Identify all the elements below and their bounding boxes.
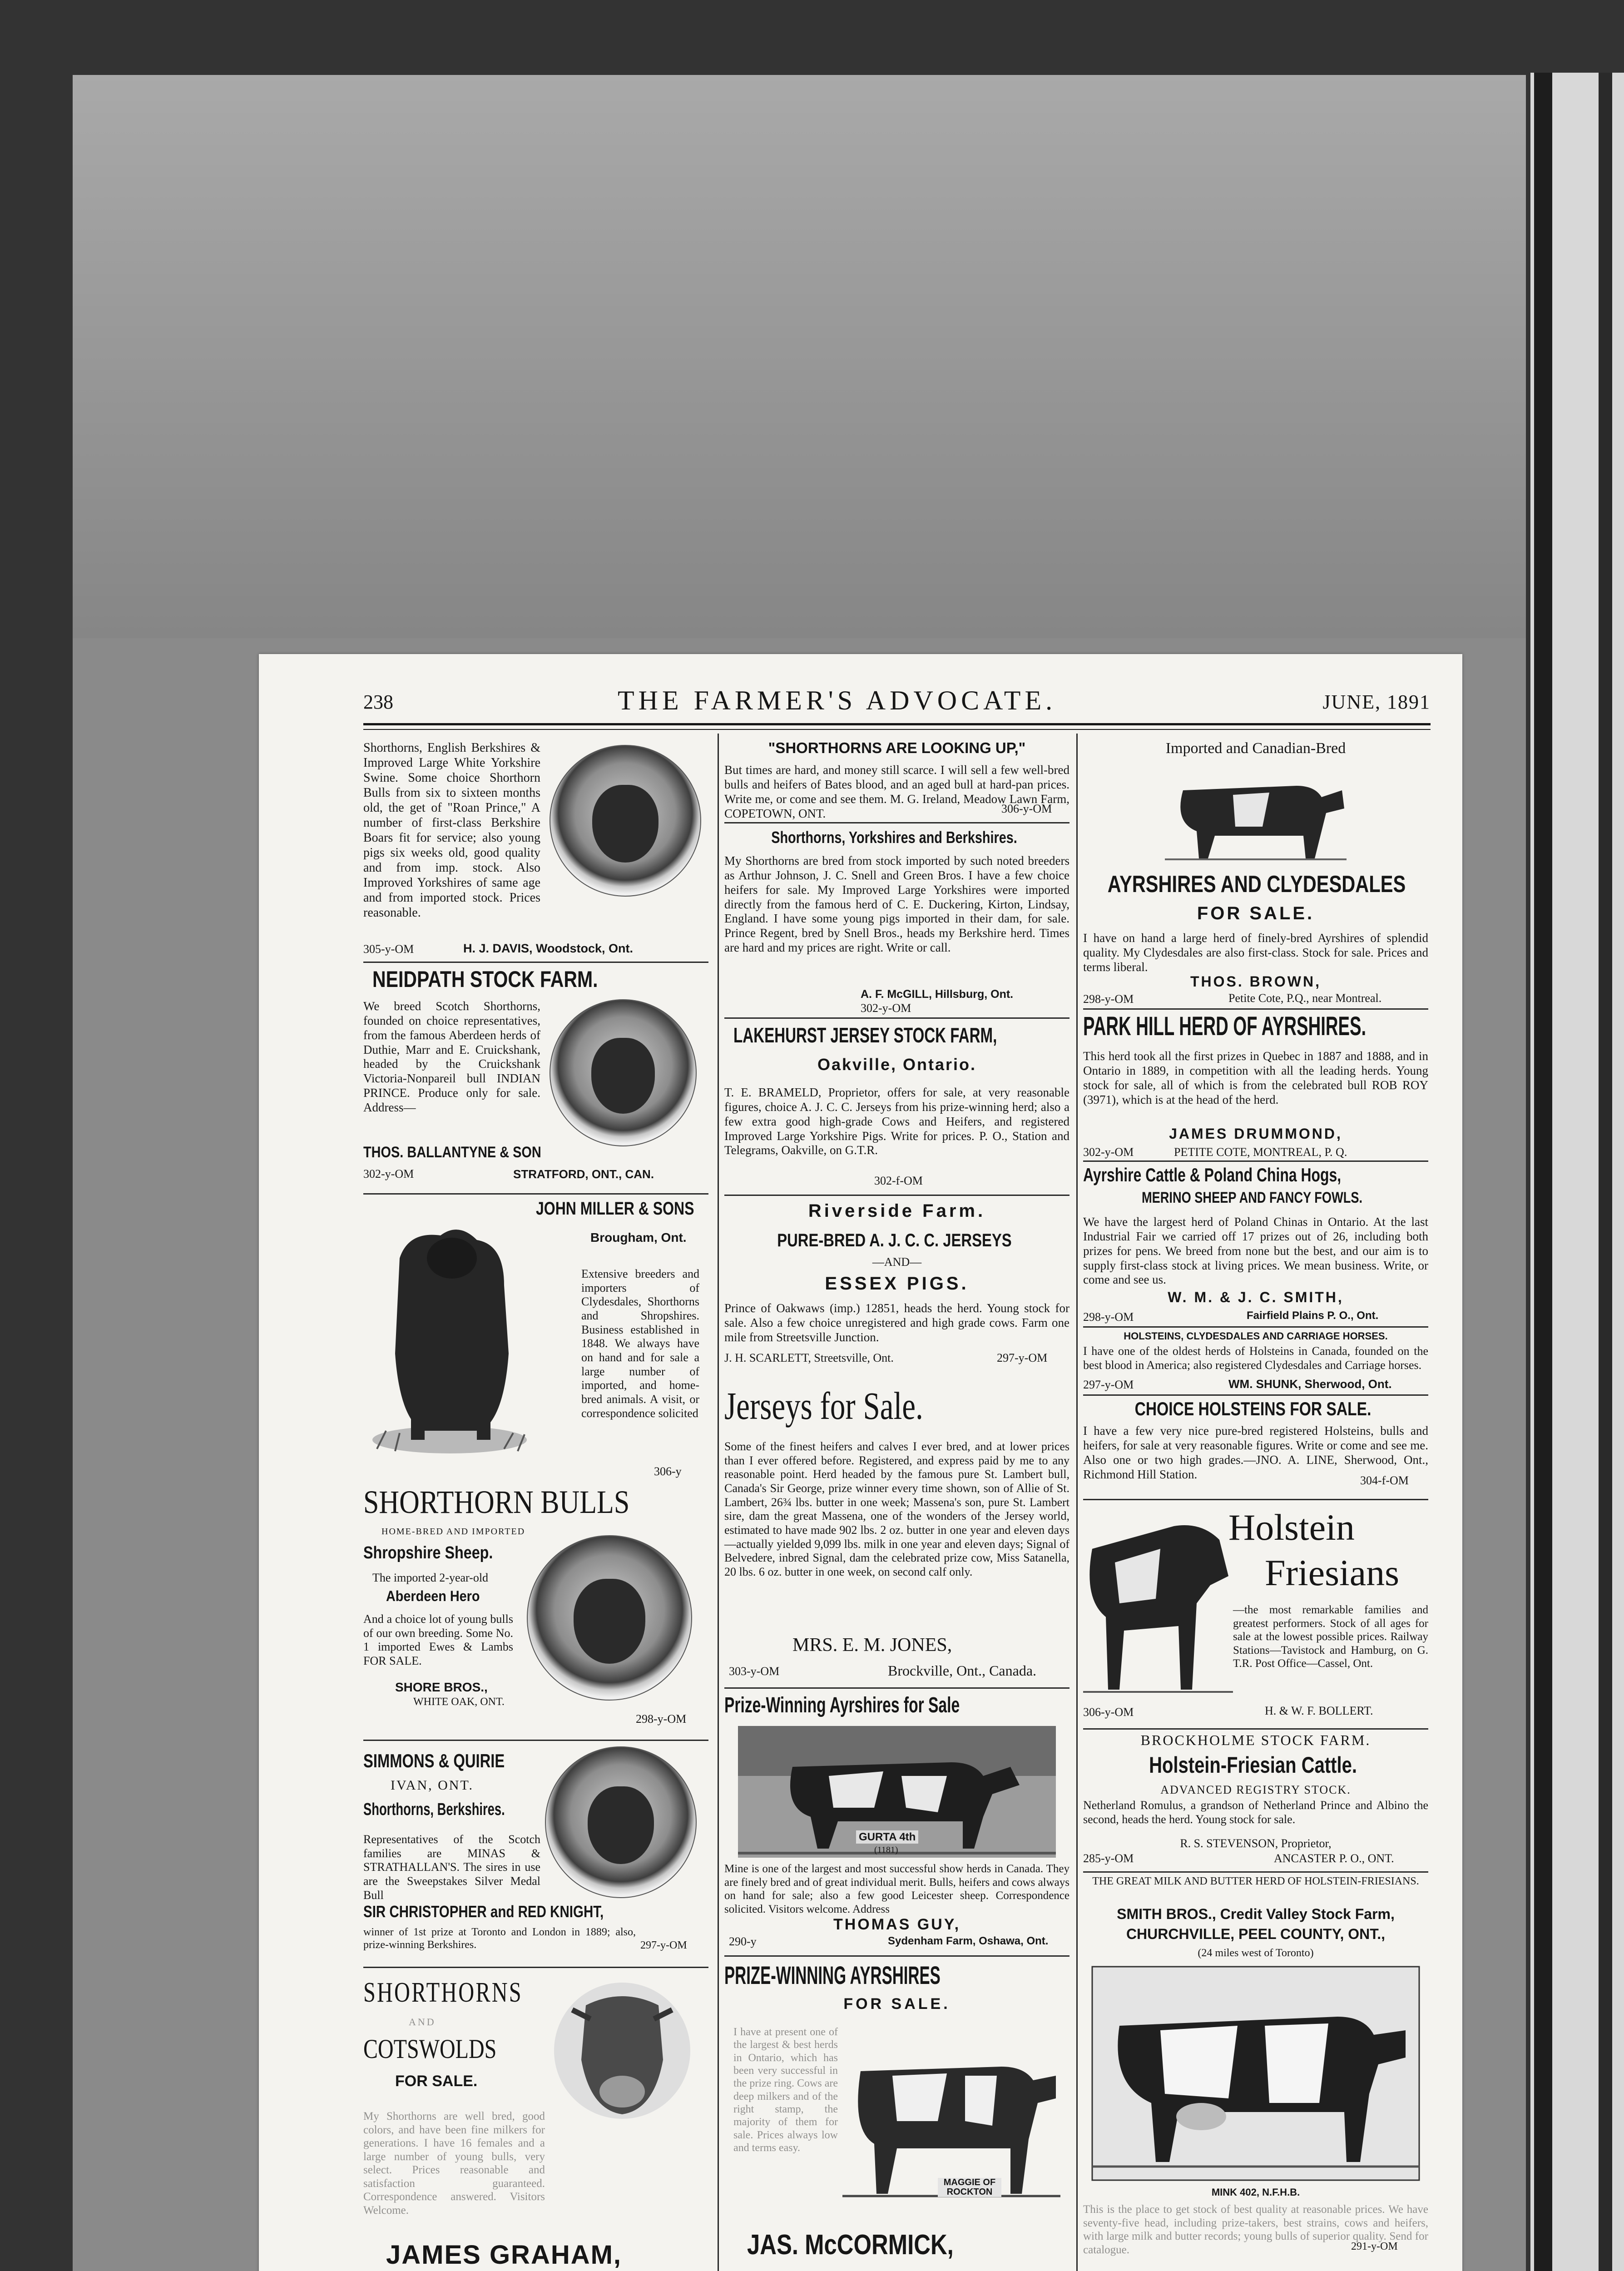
ad-smith	[1083, 1165, 1428, 1342]
ad-graham	[363, 1973, 708, 2271]
ad-lakehurst	[724, 1024, 1069, 1192]
ad-code: 304-f-OM	[1360, 1474, 1409, 1487]
page-header	[363, 681, 1431, 722]
ad-place: Sydenham Farm, Oshawa, Ont.	[888, 1935, 1049, 1947]
ad-guy	[724, 1694, 1069, 1949]
ad-line: PURE-BRED A. J. C. C. JERSEYS	[777, 1230, 1012, 1250]
ad-topline: Imported and Canadian-Bred	[1165, 740, 1346, 757]
ad-smith-bros	[1083, 1876, 1428, 2271]
ad-neidpath	[363, 967, 708, 1190]
column-2	[724, 740, 1069, 2271]
ad-code: 297-y-OM	[640, 1939, 687, 1951]
ad-body: T. E. BRAMELD, Proprietor, offers for sale, at very reasonable figures, choice A. J. C. C. Jerseys from his prize-winning herd; also a few extra good high-grade Cows and Heifers, and registered Improved Large Yorkshire Pigs. Write for prices. P. O., Station and Telegrams, Oakville, on G.T.R.	[724, 1086, 1069, 1157]
ad-line: Aberdeen Hero	[386, 1588, 480, 1604]
ad-signature: H. J. DAVIS, Woodstock, Ont.	[463, 942, 634, 955]
ad-signature: SHORE BROS.,	[395, 1680, 488, 1694]
ad-place: Brockville, Ont., Canada.	[888, 1662, 1037, 1679]
column-divider	[718, 734, 719, 2271]
ad-code: 306-y-OM	[1083, 1706, 1134, 1719]
ad-title: PRIZE-WINNING AYRSHIRES	[724, 1961, 941, 1989]
ad-subtitle: (24 miles west of Toronto)	[1198, 1947, 1314, 1959]
ad-shore	[363, 1485, 708, 1740]
ad-title: Riverside Farm.	[808, 1201, 986, 1221]
ad-divider	[363, 1967, 708, 1968]
ad-title: NEIDPATH STOCK FARM.	[372, 967, 598, 992]
ad-code: 302-y-OM	[363, 1167, 414, 1180]
cow-illustration-icon	[1083, 1508, 1233, 1703]
ad-title: COTSWOLDS	[363, 2034, 497, 2064]
ad-signature: JAMES GRAHAM,	[386, 2240, 622, 2270]
ad-body: And a choice lot of young bulls of our own breeding. Some No. 1 imported Ewes & Lambs FOR SALE.	[363, 1612, 513, 1668]
ad-shunk	[1083, 1331, 1428, 1403]
ad-body: I have on hand a large herd of finely-bred Ayrshires of splendid quality. My Clydesdales are also first-class. Stock for sale. Prices and terms liberal.	[1083, 931, 1428, 974]
ad-body: Representatives of the Scotch families are MINAS & STRATHALLAN'S. The sires in use are the Sweepstakes Silver Medal Bull	[363, 1833, 540, 1902]
ad-place: Petite Cote, P.Q., near Montreal.	[1228, 992, 1382, 1005]
ad-line	[1083, 1399, 1428, 1499]
ad-body: winner of 1st prize at Toronto and London in 1889; also, prize-winning Berkshires.	[363, 1926, 636, 1951]
cow-caption: GURTA 4th	[856, 1830, 918, 1844]
ad-title: SMITH BROS., Credit Valley Stock Farm,	[1117, 1906, 1395, 1922]
ad-topline: BROCKHOLME STOCK FARM.	[1140, 1732, 1371, 1748]
cow-illustration-icon	[1165, 763, 1347, 863]
cow-caption: MINK 402, N.F.H.B.	[1211, 2187, 1300, 2198]
ad-body: We have the largest herd of Poland Chinas in Ontario. At the last Industrial Fair we carried off 17 prizes out of 26, including both prizes for pens. We breed from none but the best, and our aim is to supply first-class stock at living prices. We mean business. Write, or come and see us.	[1083, 1215, 1428, 1287]
ad-divider	[724, 1687, 1069, 1689]
ad-body: I have at present one of the largest & best herds in Ontario, which has been very successful in the prize ring. Cows are deep milkers and of the right stamp, the majority of them for sale. Prices always low and terms easy.	[733, 2026, 838, 2154]
ad-jones	[724, 1385, 1069, 1694]
header-rule	[363, 723, 1431, 730]
bull-portrait-icon	[545, 1746, 697, 1898]
ad-divider	[1083, 1394, 1428, 1396]
ad-subtitle: ADVANCED REGISTRY STOCK.	[1160, 1783, 1351, 1796]
ad-place: Brougham, Ont.	[590, 1230, 687, 1245]
ad-signature: J. H. SCARLETT, Streetsville, Ont.	[724, 1351, 894, 1364]
ad-place: PETITE COTE, MONTREAL, P. Q.	[1174, 1145, 1347, 1159]
ad-code: 306-y-OM	[1001, 802, 1052, 815]
ad-code: 285-y-OM	[1083, 1852, 1134, 1865]
ad-divider	[724, 822, 1069, 823]
ad-divider	[1083, 1160, 1428, 1162]
ad-title: "SHORTHORNS ARE LOOKING UP,"	[768, 739, 1026, 756]
ad-body: Shorthorns, English Berkshires & Improved Large White Yorkshire Swine. Some choice Shorthorn Bulls from six to sixteen months old, the get of "Roan Prince," A number of first-class Berkshire Boars fit for service; also young pigs six weeks old, good quality and from imp. stock. Also Improved Yorkshires of same age and from imported stock. Prices reasonable.	[363, 741, 540, 920]
ad-title: AYRSHIRES AND CLYDESDALES	[1107, 871, 1406, 897]
bull-standing-icon	[368, 1204, 531, 1458]
ad-line: HOME-BRED AND IMPORTED	[381, 1527, 525, 1537]
ad-mcgill	[724, 829, 1069, 1015]
ad-divider	[724, 1955, 1069, 1957]
ad-body: We breed Scotch Shorthorns, founded on choice representatives, from the famous Aberdeen herds of Duthie, Marr and E. Cruickshank, headed by the Cruickshank Victoria-Nonpareil bull INDIAN PRINCE. Produce only for sale. Address—	[363, 999, 540, 1115]
ad-topline: THE GREAT MILK AND BUTTER HERD OF HOLSTEIN-FRIESIANS.	[1092, 1875, 1419, 1887]
ad-title: Holstein-Friesian Cattle.	[1149, 1752, 1357, 1778]
ad-code: 303-y-OM	[729, 1665, 780, 1678]
bull-portrait-icon	[527, 1535, 692, 1701]
ad-place: ANCASTER P. O., ONT.	[1274, 1852, 1394, 1865]
ad-code: 302-y-OM	[861, 1002, 911, 1015]
ad-signature: A. F. McGILL, Hillsburg, Ont.	[861, 988, 1014, 1001]
masthead-title: THE FARMER'S ADVOCATE.	[618, 685, 1057, 715]
ad-divider	[363, 962, 708, 963]
cow-caption: MAGGIE OF ROCKTON	[938, 2178, 1001, 2197]
newspaper-page	[259, 654, 1462, 2271]
column-1	[363, 740, 708, 2271]
ad-divider	[1083, 1008, 1428, 1010]
ad-code: 306-y	[654, 1465, 682, 1478]
scan-right-edge	[1530, 73, 1624, 2271]
ad-body: —the most remarkable families and greatest performers. Stock of all ages for sale at the lowest possible prices. Railway Stations—Tavistock and Hamburg, on G. T.R. Post Office—Cassel, Ont.	[1233, 1604, 1428, 1670]
ad-body: I have a few very nice pure-bred registered Holsteins, bulls and heifers, for sale at very reasonable figures. Write or come and see me. Also one or two high grades.—JNO. A. LINE, Sherwood, Ont., Richmond Hill Station.	[1083, 1424, 1428, 1481]
ad-title: Holstein	[1228, 1507, 1355, 1548]
ad-subtitle: FOR SALE.	[1197, 903, 1315, 923]
ad-body: Prince of Oakwaws (imp.) 12851, heads the herd. Young stock for sale. Also a few choice unregistered and high grade cows. Farm one mile from Streetsville Junction.	[724, 1301, 1069, 1344]
ad-code: 298-y-OM	[1083, 1310, 1134, 1324]
ad-code: 291-y-OM	[1351, 2241, 1398, 2252]
ad-signature: W. M. & J. C. SMITH,	[1168, 1289, 1344, 1305]
ad-line: AND	[409, 2016, 436, 2028]
ad-title: Prize-Winning Ayrshires for Sale	[724, 1693, 960, 1717]
ad-brown	[1083, 740, 1428, 1004]
ad-ireland	[724, 740, 1069, 822]
ad-stevenson	[1083, 1733, 1428, 1871]
page-number: 238	[363, 691, 393, 713]
ad-line: Shropshire Sheep.	[363, 1543, 493, 1562]
ad-title: PARK HILL HERD OF AYRSHIRES.	[1083, 1012, 1367, 1041]
ad-drummond	[1083, 1013, 1428, 1181]
ad-title: CHOICE HOLSTEINS FOR SALE.	[1134, 1398, 1371, 1419]
ad-bulls: SIR CHRISTOPHER and RED KNIGHT,	[363, 1902, 604, 1921]
ad-place: IVAN, ONT.	[391, 1778, 474, 1793]
ad-title: SIMMONS & QUIRIE	[363, 1750, 505, 1771]
cow-illustration-icon	[1092, 1967, 1419, 2180]
column-divider	[1076, 734, 1078, 2271]
ad-code: 298-y-OM	[1083, 992, 1134, 1006]
column-3	[1083, 740, 1428, 2271]
cow-illustration-icon	[842, 2030, 1060, 2203]
ad-title: SHORTHORN BULLS	[363, 1484, 630, 1520]
ad-line: —AND—	[872, 1255, 922, 1269]
ad-body: Extensive breeders and importers of Clydesdales, Shorthorns and Shropshires. Business established in 1848. We always have on hand and for sale a large number of imported, and home-bred animals. A visit, or correspondence solicited	[581, 1267, 699, 1420]
ad-body: My Shorthorns are well bred, good colors, and have been fine milkers for generations. I have 16 females and a large number of young bulls, very select. Prices reasonable and satisfaction guaranteed. Correspondence answered. Visitors Welcome.	[363, 2110, 545, 2216]
ad-divider	[363, 1193, 708, 1195]
ad-signature: THOS. BROWN,	[1190, 973, 1321, 990]
ad-signature: THOS. BALLANTYNE & SON	[363, 1144, 541, 1161]
ad-body: I have one of the oldest herds of Holsteins in Canada, founded on the best blood in America; also registered Clydesdales and Carriage horses.	[1083, 1344, 1428, 1372]
ad-title: Friesians	[1265, 1552, 1400, 1593]
bull-portrait-icon	[550, 999, 697, 1146]
ad-title: SHORTHORNS	[363, 1977, 523, 2008]
ad-body: This is the place to get stock of best quality at reasonable prices. We have seventy-five head, including prize-takers, best strains, cows and heifers, with large milk and butter records; young bulls of superior quality. Send for catalogue.	[1083, 2203, 1428, 2256]
ad-divider	[724, 1017, 1069, 1019]
ad-code: 305-y-OM	[363, 942, 414, 956]
ad-body: This herd took all the first prizes in Quebec in 1887 and 1888, and in Ontario in 1889, in competition with all the leading herds. Young stock for sale, all of which is from the celebrated bull ROB ROY (3971), which is at the head of the herd.	[1083, 1049, 1428, 1106]
ad-place: WHITE OAK, ONT.	[413, 1696, 505, 1708]
cow-caption-number: (1181)	[874, 1845, 898, 1855]
bull-head-icon	[545, 1978, 699, 2123]
scan-board-top	[73, 75, 1526, 638]
ad-bollert	[1083, 1503, 1428, 1726]
ad-code: 302-y-OM	[1083, 1145, 1134, 1159]
ad-divider	[1083, 1871, 1428, 1873]
ad-place: Fairfield Plains P. O., Ont.	[1247, 1309, 1379, 1322]
ad-signature: WM. SHUNK, Sherwood, Ont.	[1228, 1377, 1392, 1391]
ad-body: But times are hard, and money still scarce. I will sell a few well-bred bulls and heifers of Bates blood, and an aged bull at hard-pan prices. Write me, or come and see them. M. G. Ireland, Meadow Lawn Farm, COPETOWN, ONT.	[724, 763, 1069, 820]
ad-title: LAKEHURST JERSEY STOCK FARM,	[733, 1023, 997, 1047]
ad-code: 297-y-OM	[1083, 1378, 1134, 1391]
ad-subtitle: FOR SALE.	[843, 1995, 951, 2013]
ad-divider	[1083, 1728, 1428, 1730]
ad-signature: THOMAS GUY,	[833, 1916, 961, 1933]
ad-divider	[1083, 1499, 1428, 1500]
ad-divider	[363, 1740, 708, 1741]
ad-code: 290-y	[729, 1935, 757, 1948]
ad-subtitle: FOR SALE.	[395, 2073, 478, 2090]
ad-place: STRATFORD, ONT., CAN.	[513, 1167, 654, 1181]
issue-date: JUNE, 1891	[1322, 691, 1431, 713]
ad-title: Jerseys for Sale.	[724, 1384, 923, 1428]
ad-divider	[1083, 1326, 1428, 1328]
ad-title: Shorthorns, Yorkshires and Berkshires.	[771, 828, 1017, 847]
ad-signature: JAMES DRUMMOND,	[1169, 1126, 1342, 1142]
ad-code: 298-y-OM	[636, 1712, 687, 1726]
ad-body: Mine is one of the largest and most successful show herds in Canada. They are finely bred and of great individual merit. Bulls, heifers and cows always on hand for sale; also a few good Leicester sheep. Correspondence solicited. Visitors welcome. Address	[724, 1863, 1069, 1915]
ad-line: ESSEX PIGS.	[825, 1274, 969, 1294]
ad-line: The imported 2-year-old	[372, 1571, 489, 1584]
ad-body: Some of the finest heifers and calves I ever bred, and at lower prices than I ever offered before. Registered, and express paid by me to any reasonable point. Herd headed by the famous pure St. Lambert bull, Canada's Sir George, prize winner every time shown, son of Allie of St. Lambert, 26¾ lbs. butter in one week; Massena's son, pure St. Lambert sire, dam the great Massena, one of the wonders of the Jersey world, estimated to have made 902 lbs. 2 oz. butter in one year and eleven days—actually yielded 9,099 lbs. milk in one year and eleven days; Signal of Belvedere, inbred Signal, dam the celebrated prize cow, Miss Satanella, 20 lbs. 6 oz. butter in one week, on second calf only.	[724, 1440, 1069, 1579]
ad-body: My Shorthorns are bred from stock imported by such noted breeders as Arthur Johnson, J. C. Snell and Green Bros. I have a few choice heifers for sale. My Improved Large Yorkshires were imported directly from the famous herd of C. E. Duckering, Kirton, Lindsay, England. I have some young pigs imported in their dam, for sale. Prince Regent, bred by Snell Bros., heads my Berkshire herd. Times are hard and my prices are right. Write or call.	[724, 854, 1069, 955]
ad-place: CHURCHVILLE, PEEL COUNTY, ONT.,	[1126, 1926, 1386, 1942]
ad-simmons	[363, 1746, 708, 2001]
ad-code: 302-f-OM	[874, 1174, 923, 1187]
ad-title: Ayrshire Cattle & Poland China Hogs,	[1083, 1164, 1342, 1185]
ad-code: 297-y-OM	[997, 1351, 1048, 1364]
ad-subtitle: MERINO SHEEP AND FANCY FOWLS.	[1141, 1189, 1363, 1206]
ad-signature: MRS. E. M. JONES,	[792, 1635, 952, 1656]
ad-riverside	[724, 1201, 1069, 1385]
ad-signature: H. & W. F. BOLLERT.	[1265, 1704, 1373, 1717]
ad-place: Oakville, Ontario.	[817, 1055, 977, 1074]
ad-subtitle: Shorthorns, Berkshires.	[363, 1800, 505, 1819]
ad-body: Netherland Romulus, a grandson of Netherland Prince and Albino the second, heads the herd. Young stock for sale.	[1083, 1799, 1428, 1826]
ad-title: HOLSTEINS, CLYDESDALES AND CARRIAGE HORSES.	[1124, 1330, 1388, 1342]
ad-miller	[363, 1199, 708, 1481]
bull-portrait-icon	[550, 745, 701, 897]
ad-davis	[363, 740, 708, 958]
ad-signature: JAS. McCORMICK,	[747, 2229, 954, 2261]
ad-divider	[724, 1195, 1069, 1196]
ad-mccormick	[724, 1962, 1069, 2271]
ad-title: JOHN MILLER & SONS	[536, 1199, 694, 1219]
ad-signature: R. S. STEVENSON, Proprietor,	[1180, 1837, 1332, 1850]
